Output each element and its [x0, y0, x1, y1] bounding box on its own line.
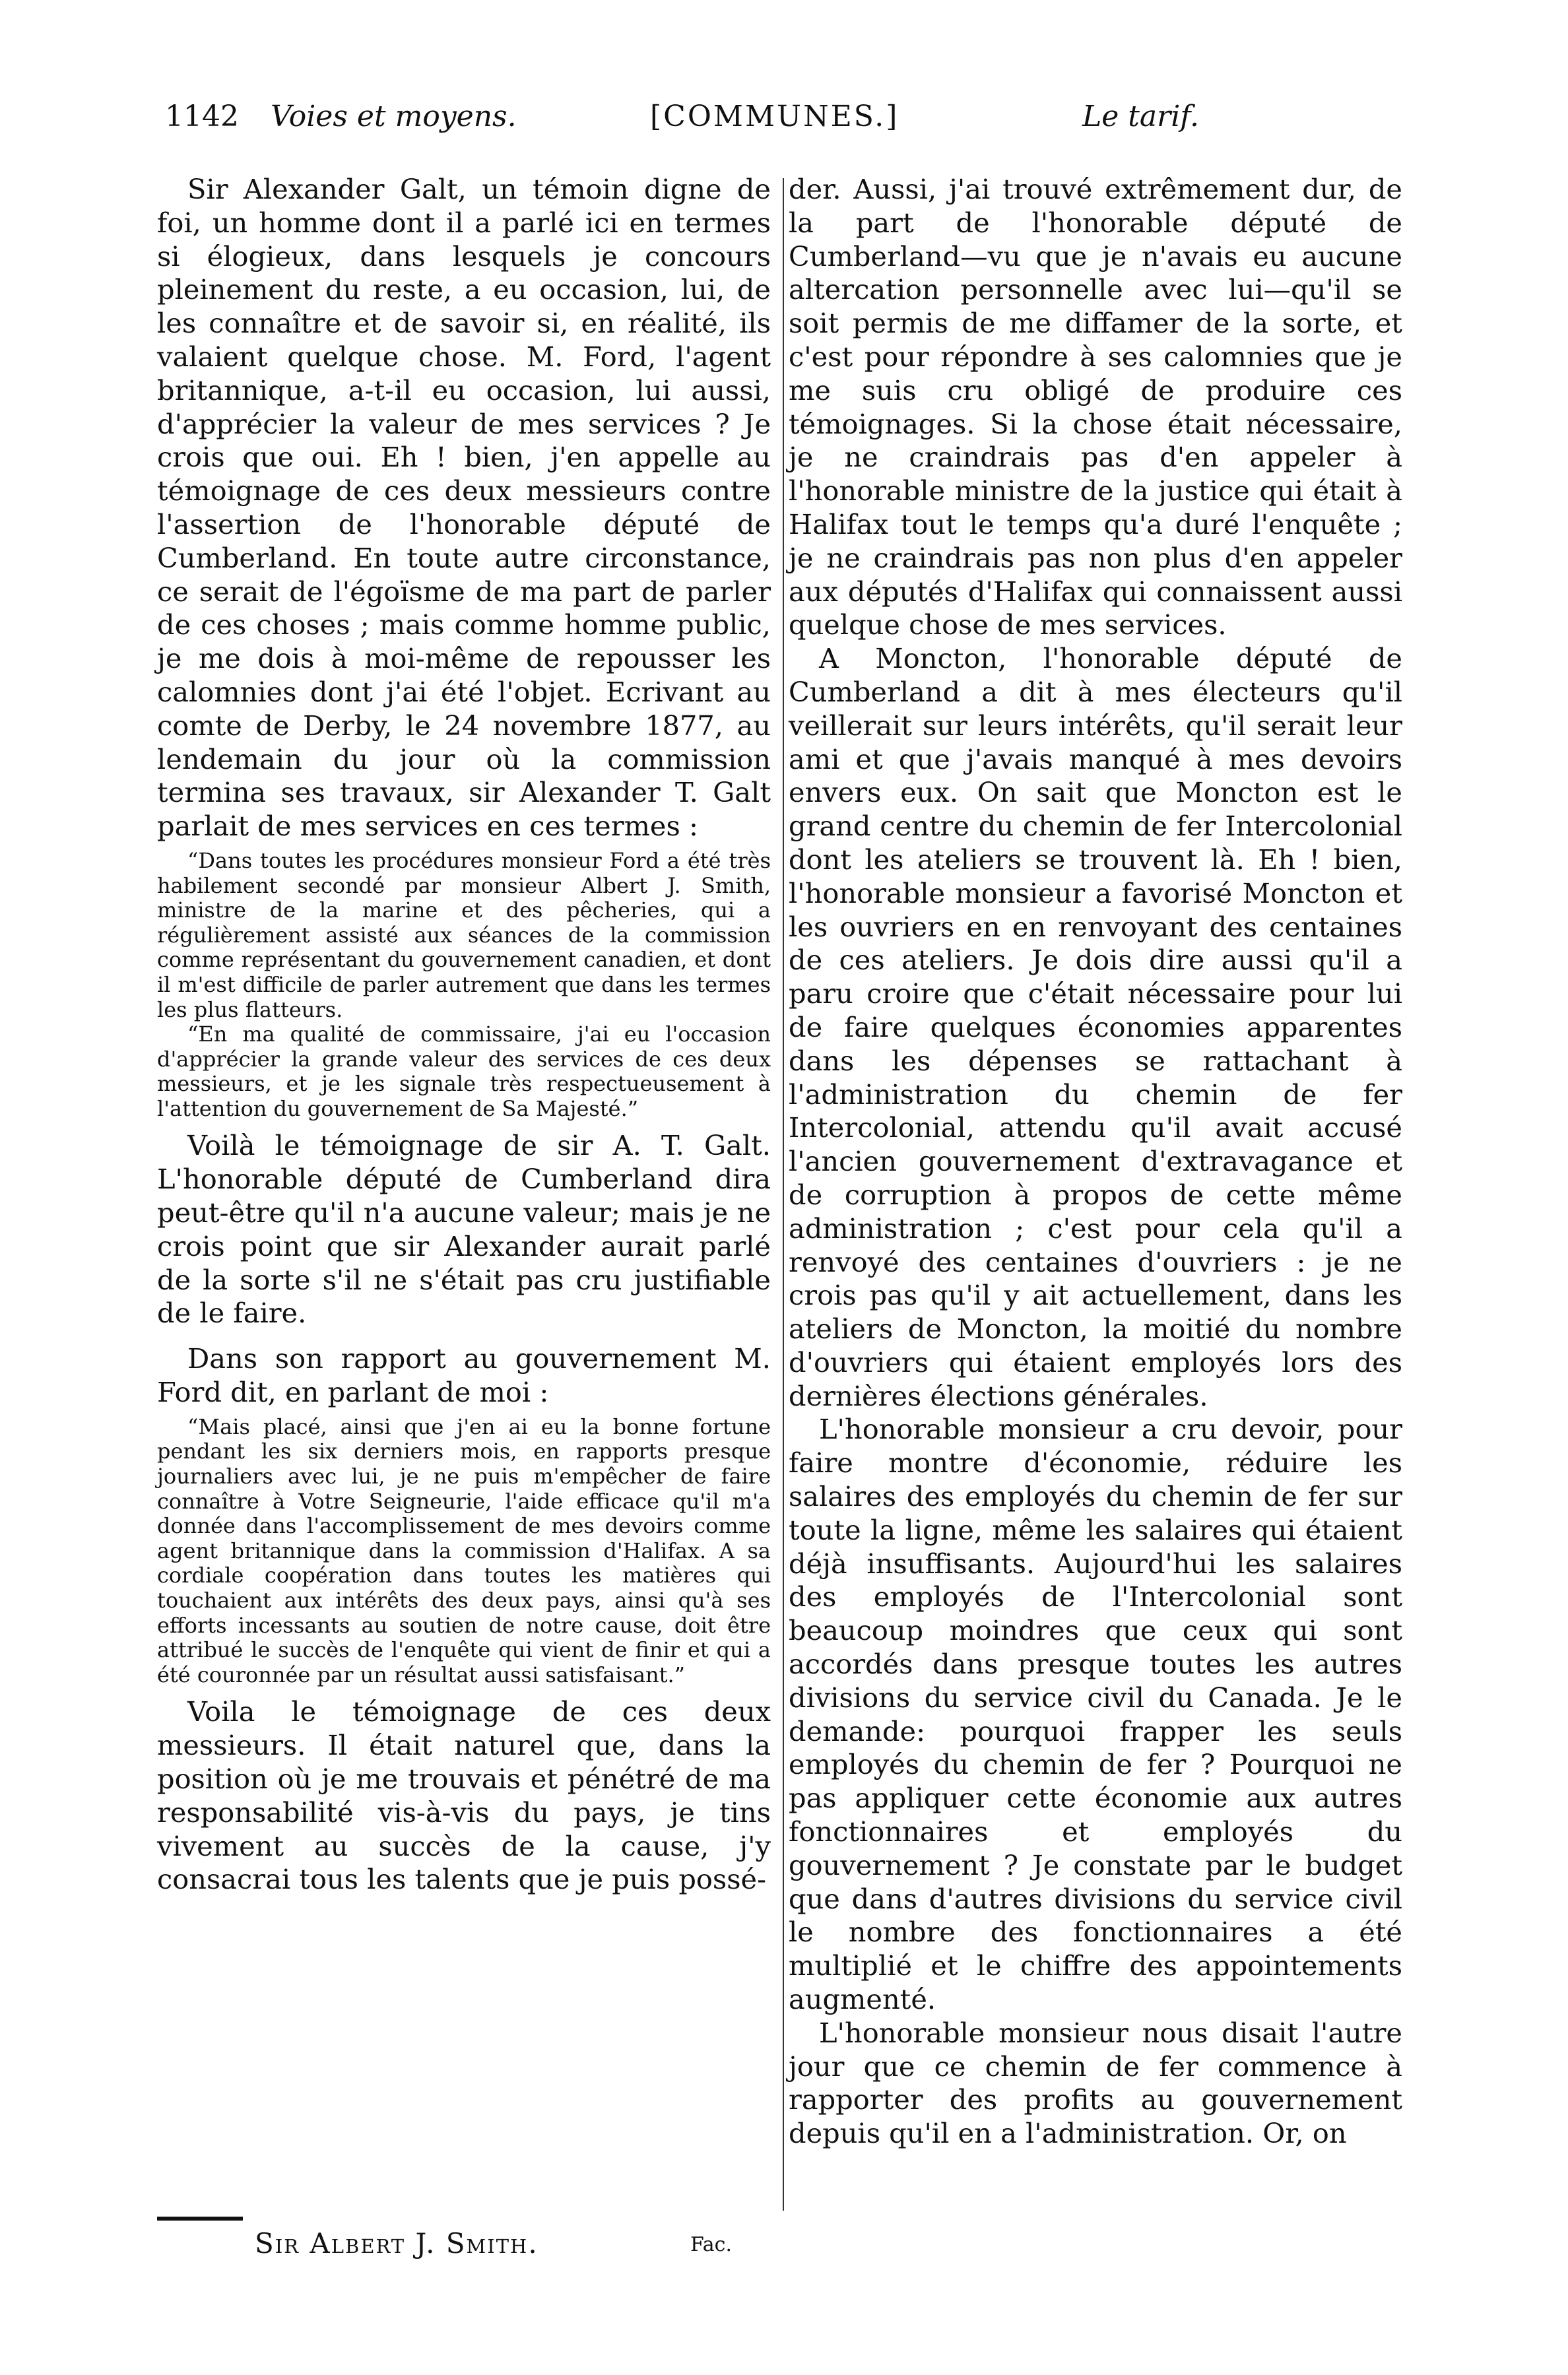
paragraph: Sir Alexander Galt, un témoin digne de foi, un homme dont il a parlé ici en termes si élogieux, dans lesquels je concours pleinement du reste, a eu occasion, lui, de les connaître et de savoir si, en réalité, ils valaient quelque chose. M. Ford, l'agent britannique, a-t-il eu occasion, lui aussi, d'apprécier la valeur de mes services ? Je crois que oui. Eh ! bien, j'en appelle au témoignage de ces deux messieurs contre l'assertion de l'honorable député de Cumberland. En toute autre circonstance, ce serait de l'égoïsme de ma part de parler de ces choses ; mais comme homme public, je me dois à moi-même de repousser les calomnies dont j'ai été l'objet. Ecrivant au comte de Derby, le 24 novembre 1877, au lendemain du jour où la commission termina ses travaux, sir Alexander T. Galt parlait de mes services en ces termes : — [157, 173, 771, 843]
running-title-center: [COMMUNES.] — [650, 100, 899, 133]
caption-name: Sir Albert J. Smith. — [255, 2227, 539, 2260]
paragraph: L'honorable monsieur nous disait l'autre jour que ce chemin de fer commence à rapporter des profits au gouvernement depuis qu'il en a l'administration. Or, on — [789, 2016, 1402, 2150]
paragraph: A Moncton, l'honorable député de Cumberland a dit à mes électeurs qu'il veillerait sur leurs intérêts, qu'il serait leur ami et que j'avais manqué à mes devoirs envers eux. On sait que Moncton est le grand centre du chemin de fer Intercolonial dont les ateliers se trouvent là. Eh ! bien, l'honorable monsieur a favorisé Moncton et les ouvriers en en renvoyant des centaines de ces ateliers. Je dois dire aussi qu'il a paru croire que c'était nécessaire pour lui de faire quelques économies apparentes dans les dépenses se rattachant à l'administration du chemin de fer Intercolonial, attendu qu'il avait accusé l'ancien gouvernement d'extravagance et de corruption à propos de cette même administration ; c'est pour cela qu'il a renvoyé des centaines d'ouvriers : je ne crois pas qu'il y ait actuellement, dans les ateliers de Moncton, la moitié du nombre d'ouvriers qui étaient employés lors des dernières élections générales. — [789, 642, 1402, 1412]
paragraph: L'honorable monsieur a cru devoir, pour faire montre d'économie, réduire les salaires des employés du chemin de fer sur toute la ligne, même les salaires qui étaient déjà insuffisants. Aujourd'hui les salaires des employés de l'Intercolonial sont beaucoup moindres que ceux qui sont accordés dans presque toutes les autres divisions du service civil du Canada. Je le demande: pourquoi frapper les seuls employés du chemin de fer ? Pourquoi ne pas appliquer cette économie aux autres fonctionnaires et employés du gouvernement ? Je constate par le budget que dans d'autres divisions du service civil le nombre des fonctionnaires a été multiplié et le chiffre des appointements augmenté. — [789, 1413, 1402, 2016]
caption-mark: Fac. — [690, 2233, 733, 2256]
portrait-caption — [157, 2215, 771, 2261]
paragraph: Voilà le témoignage de sir A. T. Galt. L'honorable député de Cumberland dira peut-être qu'il n'a aucune valeur; mais je ne crois point que sir Alexander aurait parlé de la sorte s'il ne s'était pas cru justifiable de le faire. — [157, 1129, 771, 1330]
paragraph: Dans son rapport au gouvernement M. Ford dit, en parlant de moi : — [157, 1342, 771, 1409]
quotation-paragraph: “En ma qualité de commissaire, j'ai eu l'occasion d'apprécier la grande valeur des services de ces deux messieurs, et je les signale très respectueusement à l'attention du gouvernement de Sa Majesté.” — [157, 1022, 771, 1121]
page-number: 1142 — [165, 100, 239, 133]
page-header — [165, 94, 1419, 140]
quotation-paragraph: “Mais placé, ainsi que j'en ai eu la bonne fortune pendant les six derniers mois, en rapports presque journaliers avec lui, je ne puis m'empêcher de faire connaître à Votre Seigneurie, l'aide efficace qu'il m'a donnée dans l'accomplissement de mes devoirs comme agent britannique dans la commission d'Halifax. A sa cordiale coopération dans toutes les matières qui touchaient aux intérêts des deux pays, ainsi qu'à ses efforts incessants au soutien de notre cause, doit être attribué le succès de l'enquête qui vient de finir et qui a été couronnée par un résultat aussi satisfaisant.” — [157, 1414, 771, 1687]
column-divider — [783, 178, 784, 2211]
paragraph: der. Aussi, j'ai trouvé extrêmement dur, de la part de l'honorable député de Cumberland—vu que je n'avais eu aucune altercation personnelle avec lui—qu'il se soit permis de me diffamer de la sorte, et c'est pour répondre à ses calomnies que je me suis cru obligé de produire ces témoignages. Si la chose était nécessaire, je ne craindrais pas d'en appeler à l'honorable ministre de la justice qui était à Halifax tout le temps qu'a duré l'enquête ; je ne craindrais pas non plus d'en appeler aux députés d'Halifax qui connaissent aussi quelque chose de mes services. — [789, 173, 1402, 641]
left-column — [157, 173, 771, 1897]
paragraph: Voila le témoignage de ces deux messieurs. Il était naturel que, dans la position où je me trouvais et pénétré de ma responsabilité vis-à-vis du pays, je tins vivement au succès de la cause, j'y consacrai tous les talents que je puis possé- — [157, 1695, 771, 1896]
quotation-paragraph: “Dans toutes les procédures monsieur Ford a été très habilement secondé par monsieur Albert J. Smith, ministre de la marine et des pêcheries, qui a régulièrement assisté aux séances de la commission comme représentant du gouvernement canadien, et dont il m'est difficile de parler autrement que dans les termes les plus flatteurs. — [157, 847, 771, 1022]
caption-rule — [157, 2217, 243, 2221]
right-column — [789, 173, 1402, 2151]
running-title-right: Le tarif. — [1082, 100, 1199, 133]
running-title-left: Voies et moyens. — [271, 100, 517, 133]
